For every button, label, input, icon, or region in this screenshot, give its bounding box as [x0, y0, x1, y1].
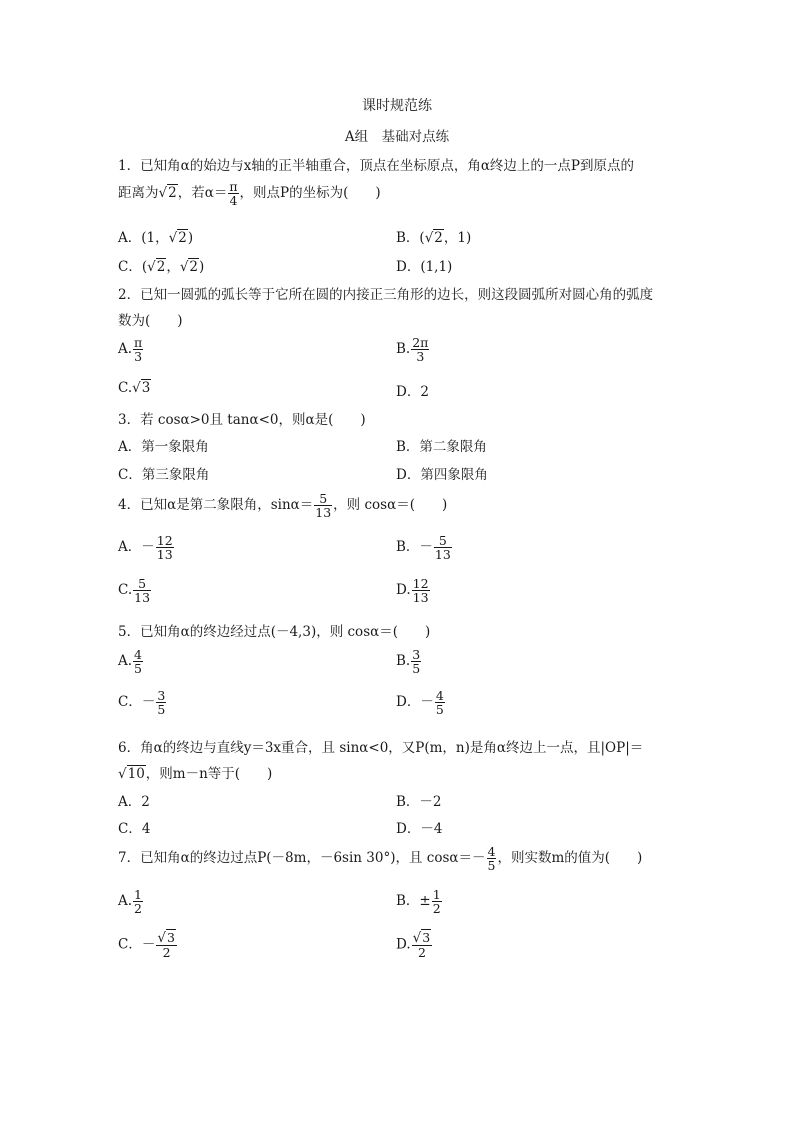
q4-stem: 4．已知α是第二象限角，sinα＝ $\frac{5}{13}$ ，则 cosα＝( ) — [118, 491, 448, 521]
q7-option-b: B．± $\frac{1}{2}$ — [396, 887, 441, 917]
q4-option-c: C. $\frac{5}{13}$ — [118, 576, 151, 606]
q3-option-b: B．第二象限角 — [396, 439, 487, 455]
q1-option-d: D．(1,1) — [396, 259, 453, 275]
q3-option-a: A．第一象限角 — [118, 439, 209, 455]
q6-option-a: A．2 — [118, 794, 150, 810]
q4-option-b: B．－ $\frac{5}{13}$ — [396, 533, 451, 563]
q2-option-a: A. $\frac{\pi}{3}$ — [118, 335, 143, 365]
q6-stem-line2: √10，则m－n等于( ) — [118, 766, 273, 782]
q6-option-b: B．－2 — [396, 794, 442, 810]
q3-option-c: C．第三象限角 — [118, 467, 210, 483]
q4-option-d: D. $\frac{12}{13}$ — [396, 576, 429, 606]
q1-option-a: A．(1，√2) — [118, 230, 194, 246]
q2-option-b: B. $\frac{2\pi}{3}$ — [396, 335, 429, 365]
section-heading: A组 基础对点练 — [344, 129, 450, 145]
q3-option-d: D．第四象限角 — [396, 467, 488, 483]
page-title: 课时规范练 — [362, 98, 432, 114]
q5-option-c: C．－ $\frac{3}{5}$ — [118, 688, 166, 718]
q7-stem: 7．已知角α的终边过点P(－8m，－6sin 30°)，且 cosα＝－ $\frac{4}{5}$ ，则实数m的值为( ) — [118, 844, 643, 874]
q5-stem: 5．已知角α的终边经过点(－4,3)，则 cosα＝( ) — [118, 624, 431, 640]
q5-option-a: A. $\frac{4}{5}$ — [118, 647, 142, 677]
q2-stem-line2: 数为( ) — [118, 313, 183, 329]
q2-option-c: C.√3 — [118, 380, 151, 396]
q2-stem-line1: 2．已知一圆弧的弧长等于它所在圆的内接正三角形的边长，则这段圆弧所对圆心角的弧度 — [118, 287, 654, 303]
q7-option-d: D. $\frac{√3}{2}$ — [396, 930, 431, 961]
q1-option-c: C．(√2，√2) — [118, 259, 205, 275]
q6-stem-line1: 6．角α的终边与直线y＝3x重合，且 sinα<0，又P(m，n)是角α终边上一点，且|OP|＝ — [118, 740, 644, 756]
q7-option-c: C．－ $\frac{√3}{2}$ — [118, 930, 175, 961]
q6-option-d: D．－4 — [396, 821, 443, 837]
q7-option-a: A. $\frac{1}{2}$ — [118, 887, 142, 917]
q5-option-b: B. $\frac{3}{5}$ — [396, 647, 421, 677]
q2-option-d: D．2 — [396, 384, 429, 400]
sqrt-expression: √2 — [158, 185, 177, 202]
q1-stem-line2: 距离为√2，若α＝ $\frac{\pi}{4}$ ，则点P的坐标为( ) — [118, 179, 381, 209]
fraction: $\frac{\pi}{4}$ — [229, 179, 238, 209]
q6-option-c: C．4 — [118, 821, 151, 837]
q1-stem-line1: 1．已知角α的始边与x轴的正半轴重合，顶点在坐标原点，角α终边上的一点P到原点的 — [118, 158, 635, 174]
q3-stem: 3．若 cosα>0且 tanα<0，则α是( ) — [118, 412, 366, 428]
q4-option-a: A．－ $\frac{12}{13}$ — [118, 533, 173, 563]
q1-option-b: B．(√2，1) — [396, 230, 472, 246]
q5-option-d: D．－ $\frac{4}{5}$ — [396, 688, 444, 718]
